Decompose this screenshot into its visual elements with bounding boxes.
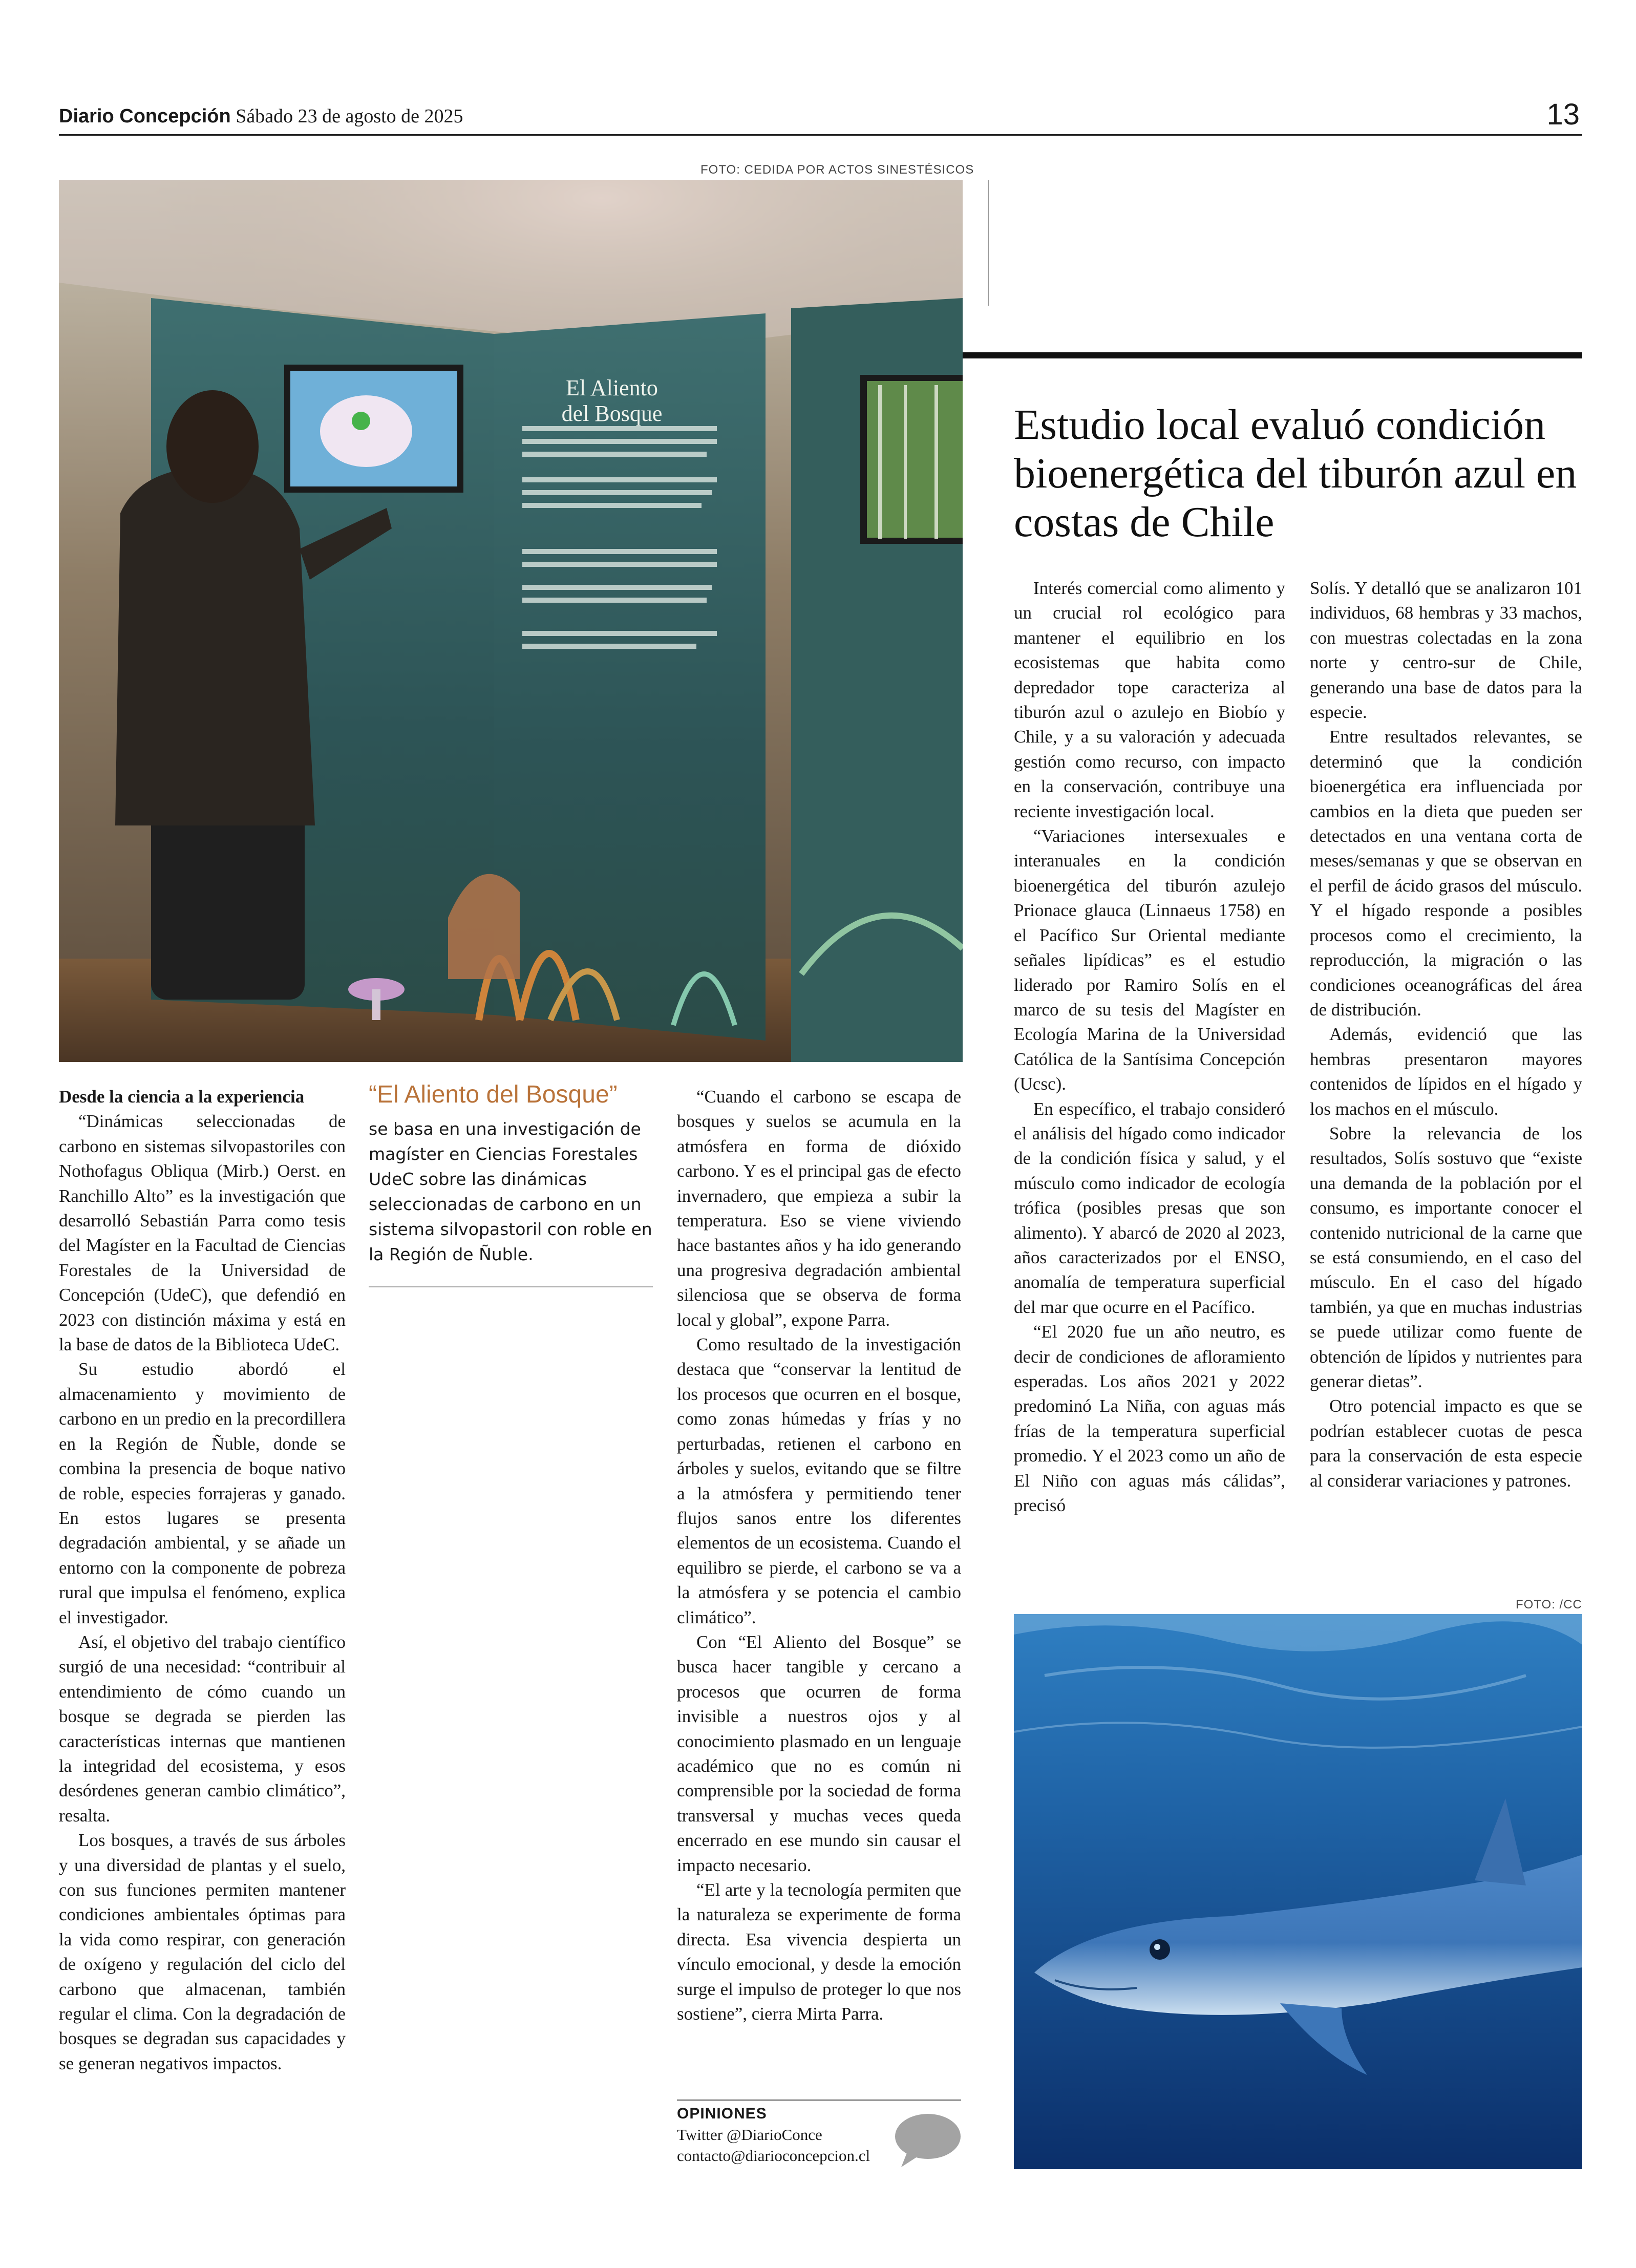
paragraph: Solís. Y detalló que se analizaron 101 individuos, 68 hembras y 33 machos, con muestras colectadas en la zona norte y centro-sur de Chile, generando una base de datos para la especie. bbox=[1310, 578, 1582, 723]
paragraph: “El arte y la tecnología permiten que la naturaleza se experimente de forma directa. Esa vivencia despierta un vínculo emocional, y desde la emoción surge el impulso de proteger lo que nos sostiene”, cierra Mirta Parra. bbox=[677, 1880, 961, 2024]
opinions-rule bbox=[677, 2100, 961, 2101]
paragraph: En específico, el trabajo consideró el análisis del hígado como indicador de la condición física y salud, y el músculo como indicador de ecología trófica (posibles presas que son alimento). Y abarcó de 2020 al 2023, años caracterizados por el ENSO, anomalía de temperatura superficial del mar que ocurre en el Pacífico. bbox=[1014, 1098, 1285, 1317]
headline: Estudio local evaluó condición bioenergética del tiburón azul en costas de Chile bbox=[1014, 401, 1577, 546]
contact-email[interactable]: contacto@diarioconcepcion.cl bbox=[677, 2147, 870, 2165]
paragraph: Con “El Aliento del Bosque” se busca hacer tangible y cercano a procesos que ocurren de forma invisible a nuestros ojos y al conocimiento plasmado en un lenguaje académico que no es común ni comprensible por la sociedad de forma transversal y muchas veces queda encerrado en ese mundo sin causar el impacto necesario. bbox=[677, 1631, 961, 1875]
panel-title-line2: del Bosque bbox=[561, 401, 663, 426]
paragraph: Como resultado de la investigación destaca que “conservar la lentitud de los procesos que ocurren en el bosque, como zonas húmedas y frías y no perturbadas, retienen el carbono en árboles y suelos, evitando que se filtre a la atmósfera y permitiendo tener flujos sanos entre los diferentes elementos de un ecosistema. Cuando el equilibro se pierde, el carbono se va a la atmósfera y se potencia el cambio climático”. bbox=[677, 1334, 961, 1627]
page-number: 13 bbox=[1546, 98, 1580, 131]
opinions-box bbox=[677, 2103, 870, 2166]
panel-title-line1: El Aliento bbox=[566, 375, 658, 400]
pull-quote-rule bbox=[369, 1286, 653, 1287]
speech-bubble-icon bbox=[892, 2112, 961, 2169]
paragraph: Su estudio abordó el almacenamiento y movimiento de carbono en un predio en la precordillera en la Región de Ñuble, donde se combina la presencia de boque nativo de roble, especies forrajeras y ganado. En estos lugares se presenta degradación ambiental, y se añade un entorno con la componente de pobreza rural que impulsa el fenómeno, explica el investigador. bbox=[59, 1359, 346, 1627]
paragraph: Entre resultados relevantes, se determinó que la condición bioenergética era influenciada por cambios en la dieta que pueden ser detectados en una ventana corta de meses/semanas y que se observan en el perfil de ácido grasos del músculo. Y el hígado responde a posibles procesos como el crecimiento, la reproducción, la migración o las condiciones oceanográficas del área de distribución. bbox=[1310, 727, 1582, 1020]
shark-photo bbox=[1014, 1614, 1582, 2169]
paragraph: “Dinámicas seleccionadas de carbono en sistemas silvopastoriles con Nothofagus Obliqua (Mirb.) Oerst. en Ranchillo Alto” es la investigación que desarrolló Sebastián Parra como tesis del Magíster en la Facultad de Ciencias Forestales de la Universidad de Concepción (UdeC), que defendió en 2023 con distinción máxima y está en la base de datos de la Biblioteca UdeC. bbox=[59, 1111, 346, 1355]
right-article-col1 bbox=[1014, 576, 1285, 1518]
paragraph: Así, el objetivo del trabajo científico surgió de una necesidad: “contribuir al entendimiento de cómo cuando un bosque se degrada se pierden las características internas que mantienen la integridad del ecosistema, y esos desórdenes generan cambio climático”, resalta. bbox=[59, 1631, 346, 1826]
photo-credit-top: FOTO: CEDIDA POR ACTOS SINESTÉSICOS bbox=[700, 163, 974, 177]
masthead bbox=[59, 105, 463, 128]
paragraph: Sobre la relevancia de los resultados, Solís sostuvo que “existe una demanda de la población por el consumo, es importante conocer el contenido nutricional de la carne que se está consumiendo, en el caso del músculo. En el caso del hígado también, ya que en muchas industrias se puede utilizar como fuente de obtención de lípidos y nutrientes para generar dietas”. bbox=[1310, 1123, 1582, 1391]
left-article-col3 bbox=[677, 1085, 961, 2026]
paragraph: Interés comercial como alimento y un crucial rol ecológico para mantener el equilibrio en los ecosistemas que habita como depredador tope caracteriza al tiburón azul o azulejo en Biobío y Chile, y a su valoración y adecuada gestión como recurso, con impacto en la conservación, contribuye una reciente investigación local. bbox=[1014, 578, 1285, 821]
twitter-handle[interactable]: Twitter @DiarioConce bbox=[677, 2126, 822, 2144]
headline-rule bbox=[963, 352, 1582, 358]
pull-quote-body: se basa en una investigación de magíster en Ciencias Forestales UdeC sobre las dinámicas seleccionadas de carbono en un sistema silvopastoril con roble en la Región de Ñuble. bbox=[369, 1119, 652, 1264]
paragraph: “Variaciones intersexuales e interanuales en la condición bioenergética del tiburón azulejo Prionace glauca (Linnaeus 1758) en el Pacífico Sur Oriental mediante señales lipídicas” es el estudio liderado por Ramiro Solís en el marco de su tesis del Magíster en Ecología Marina de la Universidad Católica de la Santísima Concepción (Ucsc). bbox=[1014, 826, 1285, 1094]
publication-name: Diario Concepción bbox=[59, 105, 231, 127]
column-divider bbox=[988, 180, 989, 306]
paragraph: “Cuando el carbono se escapa de bosques y suelos se acumula en la atmósfera en forma de dióxido carbono. Y es el principal gas de efecto invernadero, que empieza a subir la temperatura. Eso se viene viviendo hace bastantes años y ha ido generando una progresiva degradación ambiental silenciosa que se observa de forma local y global”, expone Parra. bbox=[677, 1087, 961, 1330]
left-article-col1 bbox=[59, 1085, 346, 2076]
pull-quote-title: “El Aliento del Bosque” bbox=[369, 1081, 618, 1108]
header-rule bbox=[59, 134, 1582, 136]
paragraph: Otro potencial impacto es que se podrían establecer cuotas de pesca para la conservación de esta especie al considerar variaciones y patrones. bbox=[1310, 1396, 1582, 1491]
exhibit-photo bbox=[59, 180, 963, 1062]
paragraph: Los bosques, a través de sus árboles y una diversidad de plantas y el suelo, con sus funciones permiten mantener condiciones ambientales óptimas para la vida como respirar, con generación de oxígeno y regulación del ciclo del carbono que almacenan, también regular el clima. Con la degradación de bosques se degradan sus capacidades y se generan negativos impactos. bbox=[59, 1830, 346, 2073]
photo-credit-shark: FOTO: /CC bbox=[1516, 1598, 1582, 1612]
paragraph: “El 2020 fue un año neutro, es decir de condiciones de afloramiento esperadas. Los años 2021 y 2022 predominó La Niña, con aguas más frías de la temperatura superficial promedio. Y el 2023 como un año de El Niño con aguas más cálidas”, precisó bbox=[1014, 1322, 1285, 1516]
opinions-heading: OPINIONES bbox=[677, 2105, 767, 2122]
right-article-col2 bbox=[1310, 576, 1582, 1493]
paragraph: Además, evidenció que las hembras presentaron mayores contenidos de lípidos en el hígado y los machos en el músculo. bbox=[1310, 1024, 1582, 1119]
article-subhead: Desde la ciencia a la experiencia bbox=[59, 1087, 305, 1107]
publication-date: Sábado 23 de agosto de 2025 bbox=[236, 105, 463, 127]
